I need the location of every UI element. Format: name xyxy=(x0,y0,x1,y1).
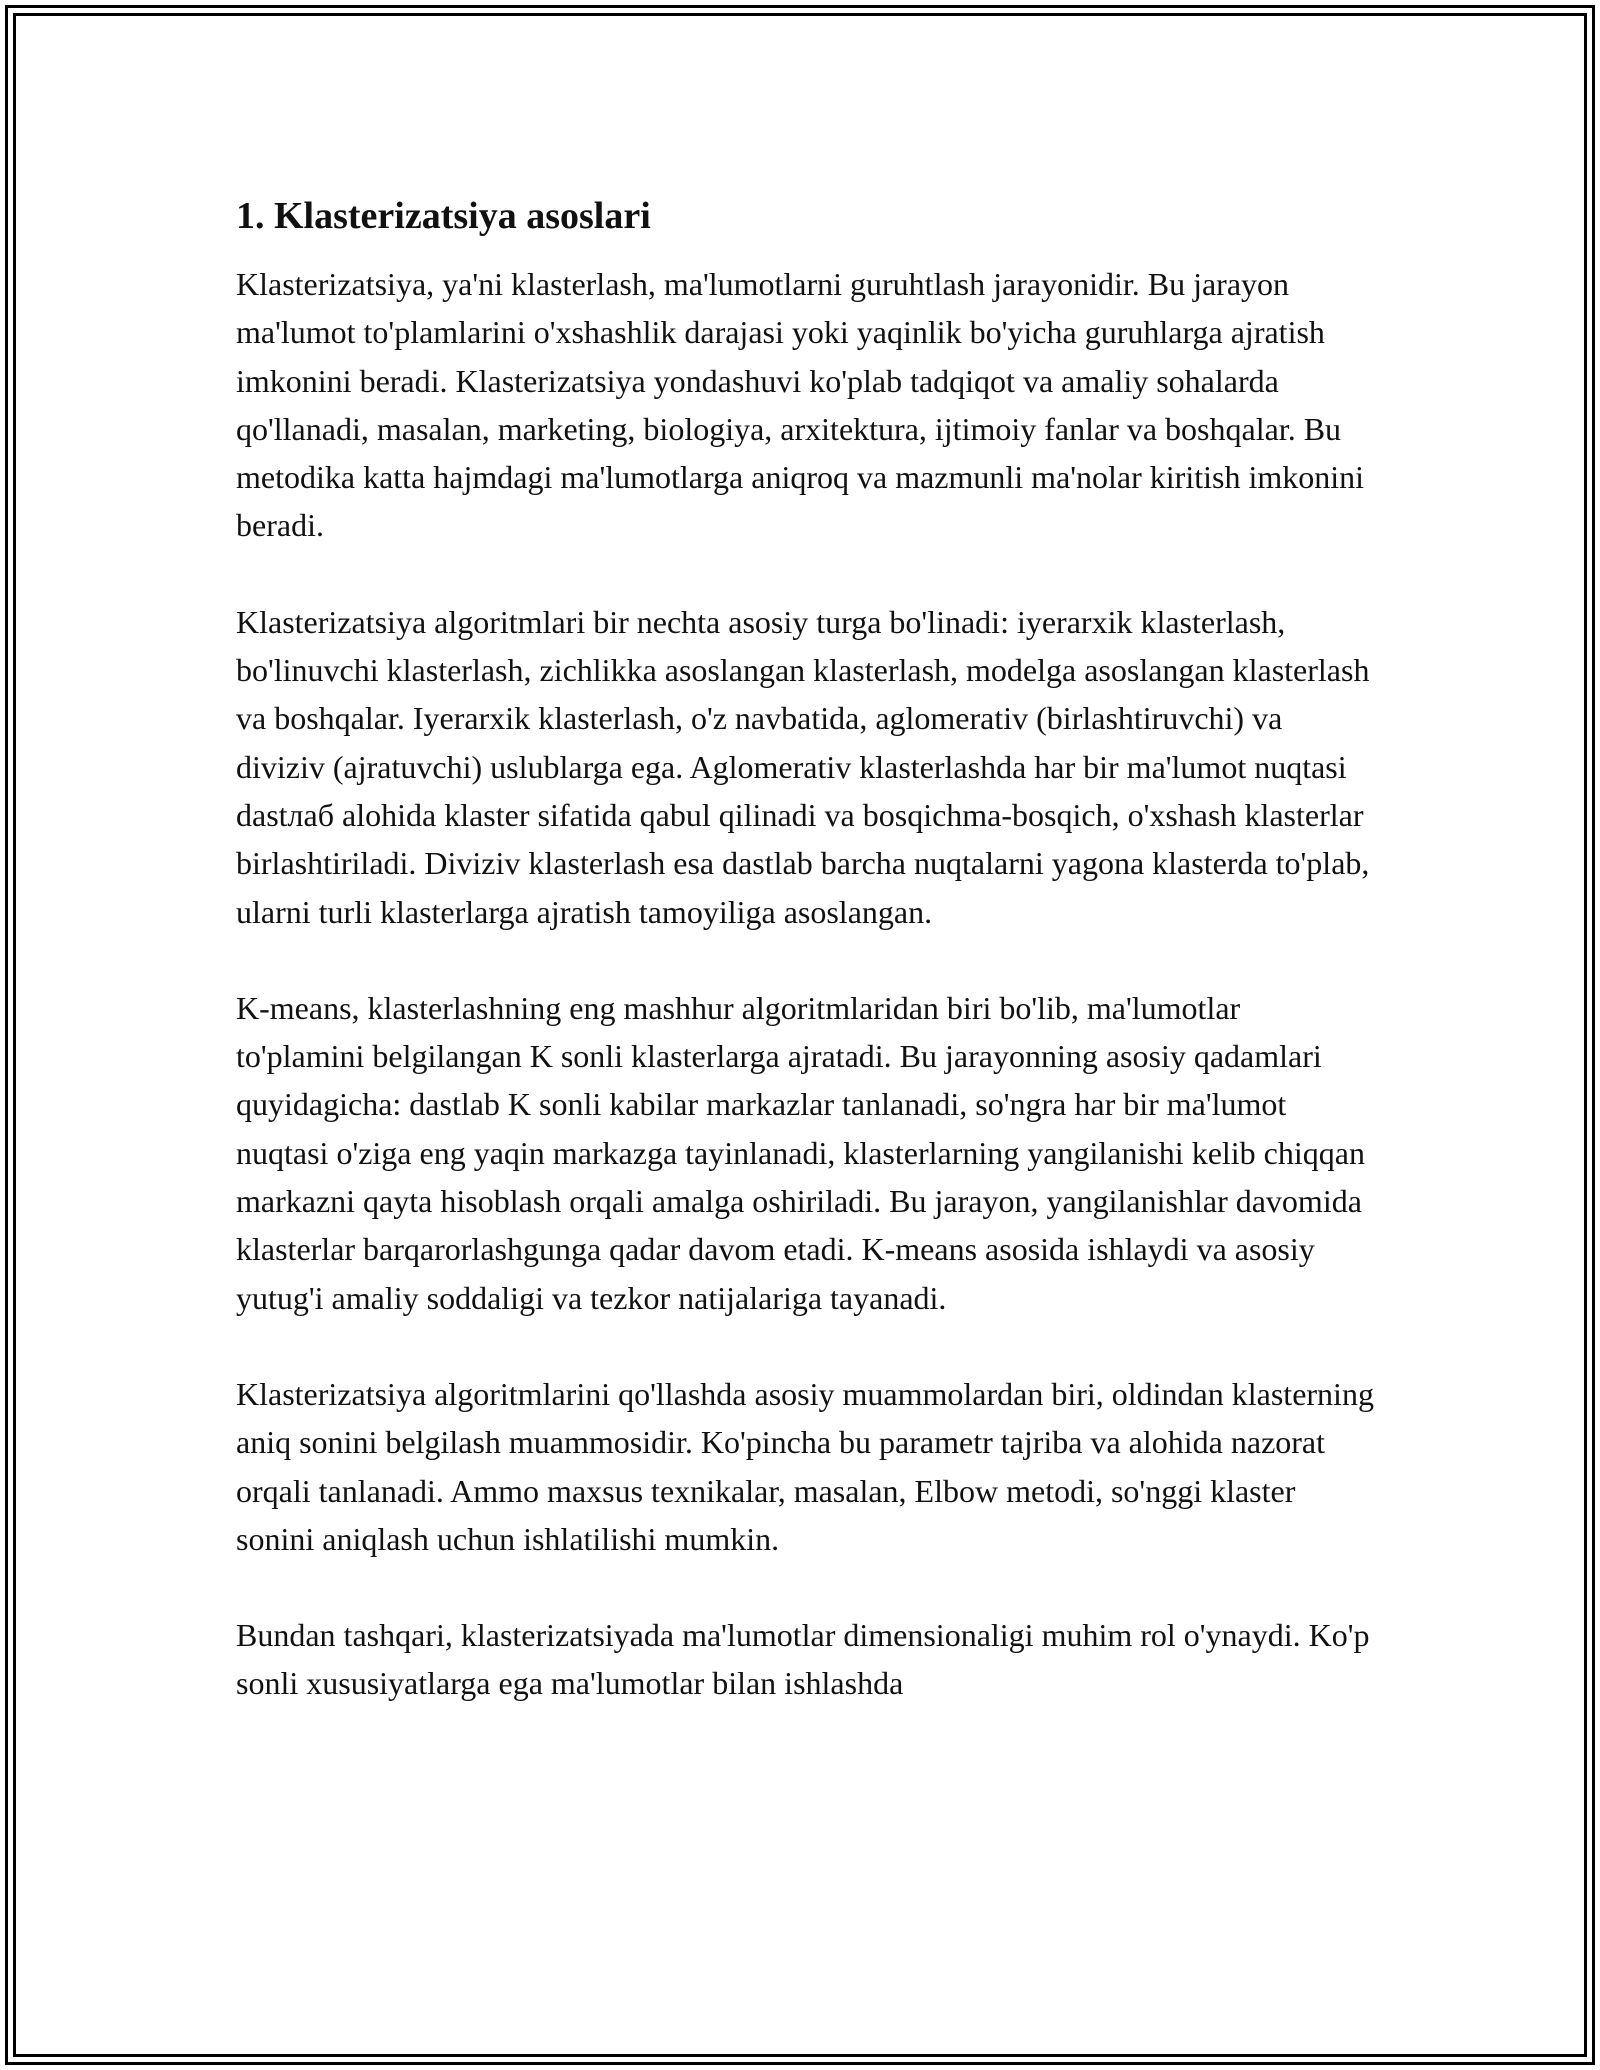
paragraph-4: Klasterizatsiya algoritmlarini qo'llashda asosiy muammolardan biri, oldindan klasterning aniq sonini belgilash muammosidir. Ko'pincha bu parametr tajriba va alohida nazorat orqali tanlanadi. Ammo maxsus texnikalar, masalan, Elbow metodi, so'nggi klaster sonini aniqlash uchun ishlatilishi mumkin. xyxy=(236,1375,1374,1557)
paragraph-3: K-means, klasterlashning eng mashhur algoritmlaridan biri bo'lib, ma'lumotlar to'plamini belgilangan K sonli klasterlarga ajratadi. Bu jarayonning asosiy qadamlari quyidagicha: dastlab K sonli kabilar markazlar tanlanadi, so'ngra har bir ma'lumot nuqtasi o'ziga eng yaqin markazga tayinlanadi, klasterlarning yangilanishi kelib chiqqan markazni qayta hisoblash orqali amalga oshiriladi. Bu jarayon, yangilanishlar davomida klasterlar barqarorlashgunga qadar davom etadi. K-means asosida ishlaydi va asosiy yutug'i amaliy soddaligi va tezkor natijalariga tayanadi. xyxy=(236,989,1365,1316)
paragraph-1: Klasterizatsiya, ya'ni klasterlash, ma'lumotlarni guruhtlash jarayonidir. Bu jarayon ma'lumot to'plamlarini o'xshashlik darajasi yoki yaqinlik bo'yicha guruhlarga ajratish imkonini beradi. Klasterizatsiya yondashuvi ko'plab tadqiqot va amaliy sohalarda qo'llanadi, masalan, marketing, biologiya, arxitektura, ijtimoiy fanlar va boshqalar. Bu metodika katta hajmdagi ma'lumotlarga aniqroq va mazmunli ma'nolar kiritish imkonini beradi. xyxy=(236,266,1365,544)
paragraph-2: Klasterizatsiya algoritmlari bir nechta asosiy turga bo'linadi: iyerarxik klasterlash, bo'linuvchi klasterlash, zichlikka asoslangan klasterlash, modelga asoslangan klasterlash va boshqalar. Iyerarxik klasterlash, o'z navbatida, aglomerativ (birlashtiruvchi) va diviziv (ajratuvchi) uslublarga ega. Aglomerativ klasterlashda har bir ma'lumot nuqtasi dastлаб alohida klaster sifatida qabul qilinadi va bosqichma-bosqich, o'xshash klasterlar birlashtiriladi. Diviziv klasterlash esa dastlab barcha nuqtalarni yagona klasterda to'plab, ularni turli klasterlarga ajratish tamoyiliga asoslangan. xyxy=(236,603,1370,930)
section-heading: 1. Klasterizatsiya asoslari xyxy=(236,195,651,237)
paragraph-5: Bundan tashqari, klasterizatsiyada ma'lumotlar dimensionaligi muhim rol o'ynaydi. Ko'p sonli xususiyatlarga ega ma'lumotlar bilan ishlashda xyxy=(236,1617,1370,1702)
document-body xyxy=(236,186,1376,1756)
